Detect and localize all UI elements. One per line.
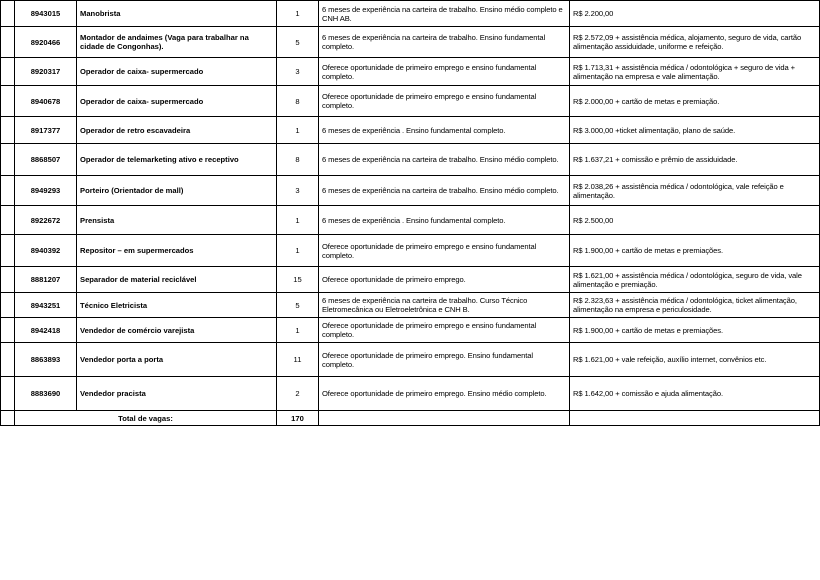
job-code: 8940678 (15, 86, 77, 117)
job-requirements: 6 meses de experiência . Ensino fundamental completo. (319, 206, 570, 235)
vacancy-count: 15 (277, 267, 319, 293)
job-code: 8883690 (15, 377, 77, 411)
row-blank-cell (1, 117, 15, 144)
vacancy-count: 1 (277, 235, 319, 267)
job-title: Operador de caixa- supermercado (77, 58, 277, 86)
total-value: 170 (277, 411, 319, 426)
job-title: Operador de retro escavadeira (77, 117, 277, 144)
table-row (1, 117, 820, 144)
job-title: Técnico Eletricista (77, 293, 277, 318)
job-salary: R$ 2.572,09 + assistência médica, alojamento, seguro de vida, cartão alimentação assiduidade, uniforme e refeição. (570, 27, 820, 58)
job-requirements: Oferece oportunidade de primeiro emprego. Ensino médio completo. (319, 377, 570, 411)
job-title: Vendedor porta a porta (77, 343, 277, 377)
job-title: Montador de andaimes (Vaga para trabalhar na cidade de Congonhas). (77, 27, 277, 58)
job-title: Vendedor pracista (77, 377, 277, 411)
vacancy-count: 5 (277, 27, 319, 58)
row-blank-cell (1, 267, 15, 293)
job-salary: R$ 2.000,00 + cartão de metas e premiação. (570, 86, 820, 117)
job-code: 8868507 (15, 144, 77, 176)
job-code: 8943015 (15, 1, 77, 27)
job-code: 8922672 (15, 206, 77, 235)
job-title: Prensista (77, 206, 277, 235)
job-title: Porteiro (Orientador de mall) (77, 176, 277, 206)
vacancy-count: 1 (277, 318, 319, 343)
job-salary: R$ 1.900,00 + cartão de metas e premiações. (570, 235, 820, 267)
row-blank-cell (1, 206, 15, 235)
vacancy-count: 3 (277, 58, 319, 86)
job-salary: R$ 2.500,00 (570, 206, 820, 235)
table-row (1, 86, 820, 117)
job-salary: R$ 1.621,00 + assistência médica / odontológica, seguro de vida, vale alimentação e premiação. (570, 267, 820, 293)
total-empty-cell (570, 411, 820, 426)
job-code: 8942418 (15, 318, 77, 343)
row-blank-cell (1, 411, 15, 426)
job-salary: R$ 1.900,00 + cartão de metas e premiações. (570, 318, 820, 343)
job-title: Operador de caixa- supermercado (77, 86, 277, 117)
job-code: 8917377 (15, 117, 77, 144)
job-requirements: 6 meses de experiência na carteira de trabalho. Ensino fundamental completo. (319, 27, 570, 58)
table-row (1, 58, 820, 86)
job-salary: R$ 2.038,26 + assistência médica / odontológica, vale refeição e alimentação. (570, 176, 820, 206)
row-blank-cell (1, 58, 15, 86)
vacancy-count: 1 (277, 206, 319, 235)
row-blank-cell (1, 144, 15, 176)
vacancy-count: 2 (277, 377, 319, 411)
table-row (1, 343, 820, 377)
row-blank-cell (1, 293, 15, 318)
row-blank-cell (1, 377, 15, 411)
job-salary: R$ 1.713,31 + assistência médica / odontológica + seguro de vida + alimentação na empresa e vale alimentação. (570, 58, 820, 86)
row-blank-cell (1, 176, 15, 206)
job-title: Repositor – em supermercados (77, 235, 277, 267)
job-code: 8863893 (15, 343, 77, 377)
job-salary: R$ 1.621,00 + vale refeição, auxílio internet, convênios etc. (570, 343, 820, 377)
job-requirements: Oferece oportunidade de primeiro emprego e ensino fundamental completo. (319, 86, 570, 117)
job-code: 8920466 (15, 27, 77, 58)
total-row (1, 411, 820, 426)
table-row (1, 176, 820, 206)
job-code: 8920317 (15, 58, 77, 86)
job-title: Separador de material reciclável (77, 267, 277, 293)
job-salary: R$ 1.642,00 + comissão e ajuda alimentação. (570, 377, 820, 411)
vacancy-count: 5 (277, 293, 319, 318)
table-row (1, 235, 820, 267)
row-blank-cell (1, 86, 15, 117)
job-code: 8881207 (15, 267, 77, 293)
job-title: Vendedor de comércio varejista (77, 318, 277, 343)
vacancy-count: 11 (277, 343, 319, 377)
job-title: Operador de telemarketing ativo e receptivo (77, 144, 277, 176)
total-label: Total de vagas: (15, 411, 277, 426)
job-code: 8940392 (15, 235, 77, 267)
job-salary: R$ 2.323,63 + assistência médica / odontológica, ticket alimentação, alimentação na empresa e periculosidade. (570, 293, 820, 318)
vacancy-count: 8 (277, 144, 319, 176)
job-requirements: 6 meses de experiência na carteira de trabalho. Ensino médio completo. (319, 144, 570, 176)
job-requirements: 6 meses de experiência . Ensino fundamental completo. (319, 117, 570, 144)
job-requirements: Oferece oportunidade de primeiro emprego e ensino fundamental completo. (319, 58, 570, 86)
job-requirements: Oferece oportunidade de primeiro emprego. (319, 267, 570, 293)
row-blank-cell (1, 235, 15, 267)
table-row (1, 1, 820, 27)
job-salary: R$ 2.200,00 (570, 1, 820, 27)
job-requirements: Oferece oportunidade de primeiro emprego e ensino fundamental completo. (319, 318, 570, 343)
job-salary: R$ 1.637,21 + comissão e prêmio de assiduidade. (570, 144, 820, 176)
row-blank-cell (1, 343, 15, 377)
job-requirements: 6 meses de experiência na carteira de trabalho. Ensino médio completo. (319, 176, 570, 206)
table-row (1, 267, 820, 293)
job-title: Manobrista (77, 1, 277, 27)
vacancy-count: 3 (277, 176, 319, 206)
job-salary: R$ 3.000,00 +ticket alimentação, plano de saúde. (570, 117, 820, 144)
row-blank-cell (1, 318, 15, 343)
job-code: 8949293 (15, 176, 77, 206)
job-requirements: Oferece oportunidade de primeiro emprego. Ensino fundamental completo. (319, 343, 570, 377)
job-code: 8943251 (15, 293, 77, 318)
table-row (1, 293, 820, 318)
table-row (1, 27, 820, 58)
table-row (1, 318, 820, 343)
table-row (1, 377, 820, 411)
vacancy-count: 1 (277, 1, 319, 27)
vacancy-count: 8 (277, 86, 319, 117)
table-row (1, 206, 820, 235)
job-requirements: Oferece oportunidade de primeiro emprego e ensino fundamental completo. (319, 235, 570, 267)
table-row (1, 144, 820, 176)
job-requirements: 6 meses de experiência na carteira de trabalho. Ensino médio completo e CNH AB. (319, 1, 570, 27)
job-requirements: 6 meses de experiência na carteira de trabalho. Curso Técnico Eletromecânica ou Eletroeletrônica e CNH B. (319, 293, 570, 318)
row-blank-cell (1, 27, 15, 58)
vacancy-count: 1 (277, 117, 319, 144)
total-empty-cell (319, 411, 570, 426)
row-blank-cell (1, 1, 15, 27)
